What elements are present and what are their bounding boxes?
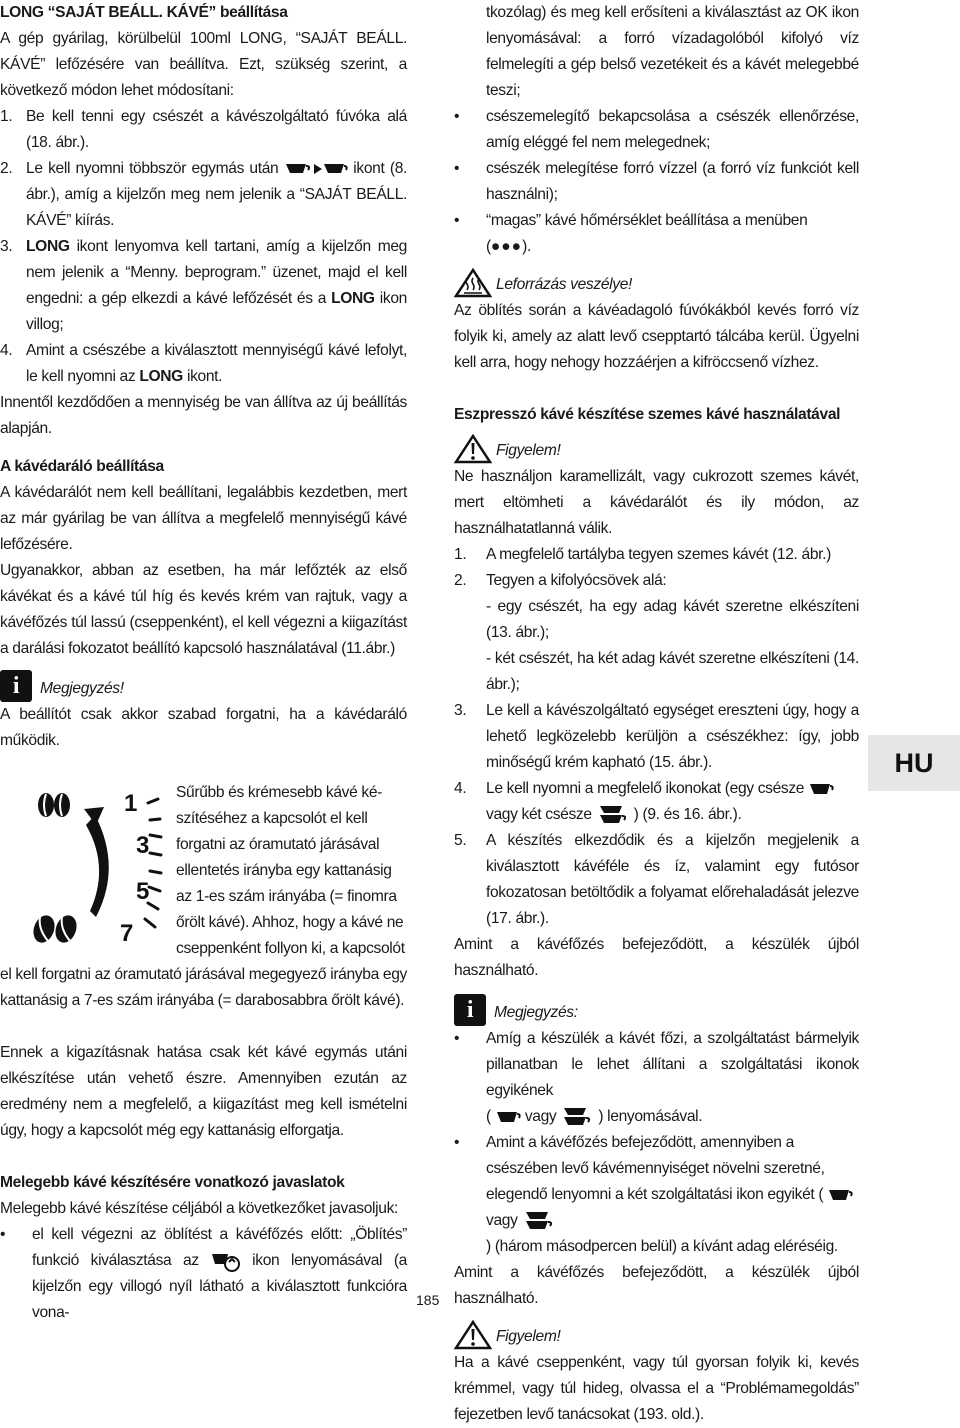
info-icon: i: [454, 994, 486, 1026]
step-2: 2. Le kell nyomni többször egymás után ikont (8. ábr.), amíg a kijelzőn meg nem jelenik a “SAJÁT BEÁLL. KÁVÉ” kiírás.: [0, 160, 408, 229]
scald-heading: Leforrázás veszélye!: [454, 270, 859, 298]
dial-number: 3: [136, 832, 150, 859]
rinse-icon: [210, 1250, 240, 1272]
dial-number: 7: [120, 920, 134, 947]
page-number: 185: [416, 1292, 440, 1308]
attention-text-1: Ne használjon karamellizált, vagy cukrozott szemes kávét, mert eltömheti a kávédarálót és ily módon, az használhatatlanná válik.: [454, 468, 859, 537]
one-cup-icon: [827, 1187, 853, 1203]
dial-side-text: Sűrűbb és krémesebb kávé ké- szítéséhez a kapcsolót el kell forgatni az óramutató járásával ellentetés irányba egy kattanásig az 1-es szám irányába (= finomra őrölt kávé). Ahhoz, hogy a kávé ne cseppenként follyon ki, a kapcsolót: [176, 784, 405, 957]
scald-text: Az öblítés során a kávéadagoló fúvókákból kevés forró víz folyik ki, amely az alatt levő csepptartó tálcába kerül. Ügyelni kell arra, hogy nehogy hozzáérjen a kifröccsenő vízhez.: [454, 302, 859, 371]
warning-icon: [454, 1320, 492, 1350]
note-bullet-1: • Amíg a készülék a kávét főzi, a szolgáltatást bármelyik pillanatban le lehet állítani a szolgáltatási ikonok egyikének ( vagy ) lenyomásával.: [454, 1026, 859, 1130]
esp-step-2a: - egy csészét, ha egy adag kávét szeretne elkészíteni (13. ábr.);: [486, 598, 859, 641]
esp-step-3: 3. Le kell a kávészolgáltató egységet ereszteni úgy, hogy a lehető legközelebb kerüljön a csészékhez: így, jobb minőségű krém kapható (15. ábr.).: [454, 702, 859, 771]
note-bullet-2: • Amint a kávéfőzés befejeződött, amennyiben a csészében levő kávémennyiséget növelni szeretné, elegendő lenyomni a két szolgáltatási ikon egyikét ( vagy ) (három másodpercen belül) a kívánt adag eléréséig.: [454, 1130, 859, 1260]
hot-title: Melegebb kávé készítésére vonatkozó javaslatok: [0, 1174, 345, 1191]
coffee-beans-fine-icon: [38, 793, 70, 817]
esp-step-4: 4. Le kell nyomni a megfelelő ikonokat (egy csésze vagy két csésze ) (9. és 16. ábr.).: [454, 776, 859, 828]
dial-text-full: el kell forgatni az óramutató járásával megegyező irányba egy kattanásig a 7-es szám irányába (= darabosabbra őrölt kávé).: [0, 966, 407, 1009]
done-text-1: Amint a kávéfőzés befejeződött, a készülék újból használható.: [454, 936, 859, 979]
step-1: 1. Be kell tenni egy csészét a kávészolgáltató fúvóka alá (18. ábr.).: [0, 108, 407, 151]
two-cups-icon: [560, 1106, 594, 1128]
hot-bullet-4: • “magas” kávé hőmérséklet beállítása a menüben (●●●).: [454, 212, 808, 255]
esp-step-1: 1. A megfelelő tartályba tegyen szemes kávét (12. ábr.): [454, 546, 831, 563]
note-text: A beállítót csak akkor szabad forgatni, ha a kávédaráló működik.: [0, 706, 407, 749]
esp-step-2b: - két csészét, ha két adag kávét szeretne elkészíteni (14. ábr.);: [486, 650, 859, 693]
dial-rotation-arrow: [86, 815, 109, 917]
esp-step-2: 2. Tegyen a kifolyócsövek alá:: [454, 572, 667, 589]
attention-text-2: Ha a kávé cseppenként, vagy túl gyorsan folyik ki, kevés krémmel, vagy túl hideg, olvassa el a “Problémamegoldás” fejezetben levő tanácsokat (193. old.).: [454, 1354, 859, 1423]
warning-icon: [454, 434, 492, 464]
attention-heading-2: Figyelem!: [454, 1322, 859, 1350]
two-cups-icon: [522, 1210, 556, 1232]
grinder-dial-figure: [0, 775, 175, 950]
coffee-beans-coarse-icon: [30, 912, 80, 945]
step-4: 4. Amint a csészébe a kiválasztott mennyiségű kávé lefolyt, le kell nyomni az LONG ikont.: [0, 342, 407, 385]
right-column: [454, 0, 859, 1428]
hot-surface-warning-icon: [454, 268, 492, 298]
note-heading: i Megjegyzés!: [0, 670, 407, 702]
one-cup-icon: [495, 1109, 521, 1125]
grinder-p2: Ugyanakkor, abban az esetben, ha már lefőzték az első kávékat és a kávé túl híg és kevés krém van rajtuk, vagy a kávéfőzés túl lassú (cseppenként), el kell végezni a kiigazítást a darálási fokozatot beállító kapcsoló használatával (11.ábr.): [0, 562, 407, 657]
rinse-continuation: tkozólag) és meg kell erősíteni a kiválasztást az OK ikon lenyomásával: a forró vízadagolóból kifolyó víz felmelegíti a gép belső vezetékeit és a kávét melegebbé teszi;: [486, 4, 859, 99]
done-text-2: Amint a kávéfőzés befejeződött, a készülék újból használható.: [454, 1264, 859, 1307]
long-intro: A gép gyárilag, körülbelül 100ml LONG, “SAJÁT BEÁLL. KÁVÉ” lefőzésére van beállítva. Ezt, szükség szerint, a következő módon lehet módosítani:: [0, 30, 407, 99]
esp-step-5: 5. A készítés elkezdődik és a kijelzőn megjelenik a kiválasztott kávéféle és íz, valamint egy futósor fokozatosan betöltődik a folyamat előrehaladását jelezve (17. ábr.).: [454, 832, 859, 927]
grinder-p1: A kávédarálót nem kell beállítani, legalábbis kezdetben, mert az már gyárilag be van állítva a megfelelő mennyiségű kávé lefőzésére.: [0, 484, 407, 553]
info-icon: i: [0, 670, 32, 702]
espresso-title: Eszpresszó kávé készítése szemes kávé használatával: [454, 406, 841, 423]
step-3: 3. LONG ikont lenyomva kell tartani, amíg a kijelzőn meg nem jelenik a “Menny. beprogram.” üzenet, majd el kell engedni: a gép elkezdi a kávé lefőzését és a LONG ikon villog;: [0, 238, 407, 333]
two-cups-icon: [596, 804, 630, 826]
after-steps: Innentől kezdődően a mennyiség be van állítva az új beállítás alapján.: [0, 394, 407, 437]
dial-number: 1: [124, 790, 138, 817]
language-tab: HU: [868, 735, 960, 791]
long-title: LONG “SAJÁT BEÁLL. KÁVÉ” beállítása: [0, 4, 288, 21]
temperature-dots: ●●●: [490, 238, 523, 255]
hot-bullet-1: • el kell végezni az öblítést a kávéfőzés előtt: „Öblítés” funkció kiválasztása az ikon lenyomásával (a kijelzőn egy villogó nyíl látható a kiválasztott funkcióra vona-: [0, 1226, 408, 1321]
hot-bullet-3: • csészék melegítése forró vízzel (a forró víz funkciót kell használni);: [454, 160, 859, 203]
note-heading-right: i Megjegyzés:: [454, 994, 859, 1026]
attention-heading-1: Figyelem!: [454, 436, 859, 464]
dial-number: 5: [136, 878, 150, 905]
one-cup-icon: [808, 781, 834, 797]
effect-text: Ennek a kigazításnak hatása csak két kávé egymás utáni elkészítése után vehető észre. Amennyiben ezután az eredmény nem a megfelelő, a kiigazítást meg kell ismételni úgy, hogy a kapcsolót még egy kattanásig elforgatja.: [0, 1044, 407, 1139]
grinder-title: A kávédaráló beállítása: [0, 458, 164, 475]
hot-bullet-2: • csészemelegítő bekapcsolása a csészék ellenőrzése, amíg eléggé fel nem melegednek;: [454, 108, 859, 151]
hot-intro: Melegebb kávé készítése céljából a következőket javasoljuk:: [0, 1200, 399, 1217]
left-column: [0, 0, 407, 1326]
cup-arrow-cup-icon: [284, 161, 348, 177]
